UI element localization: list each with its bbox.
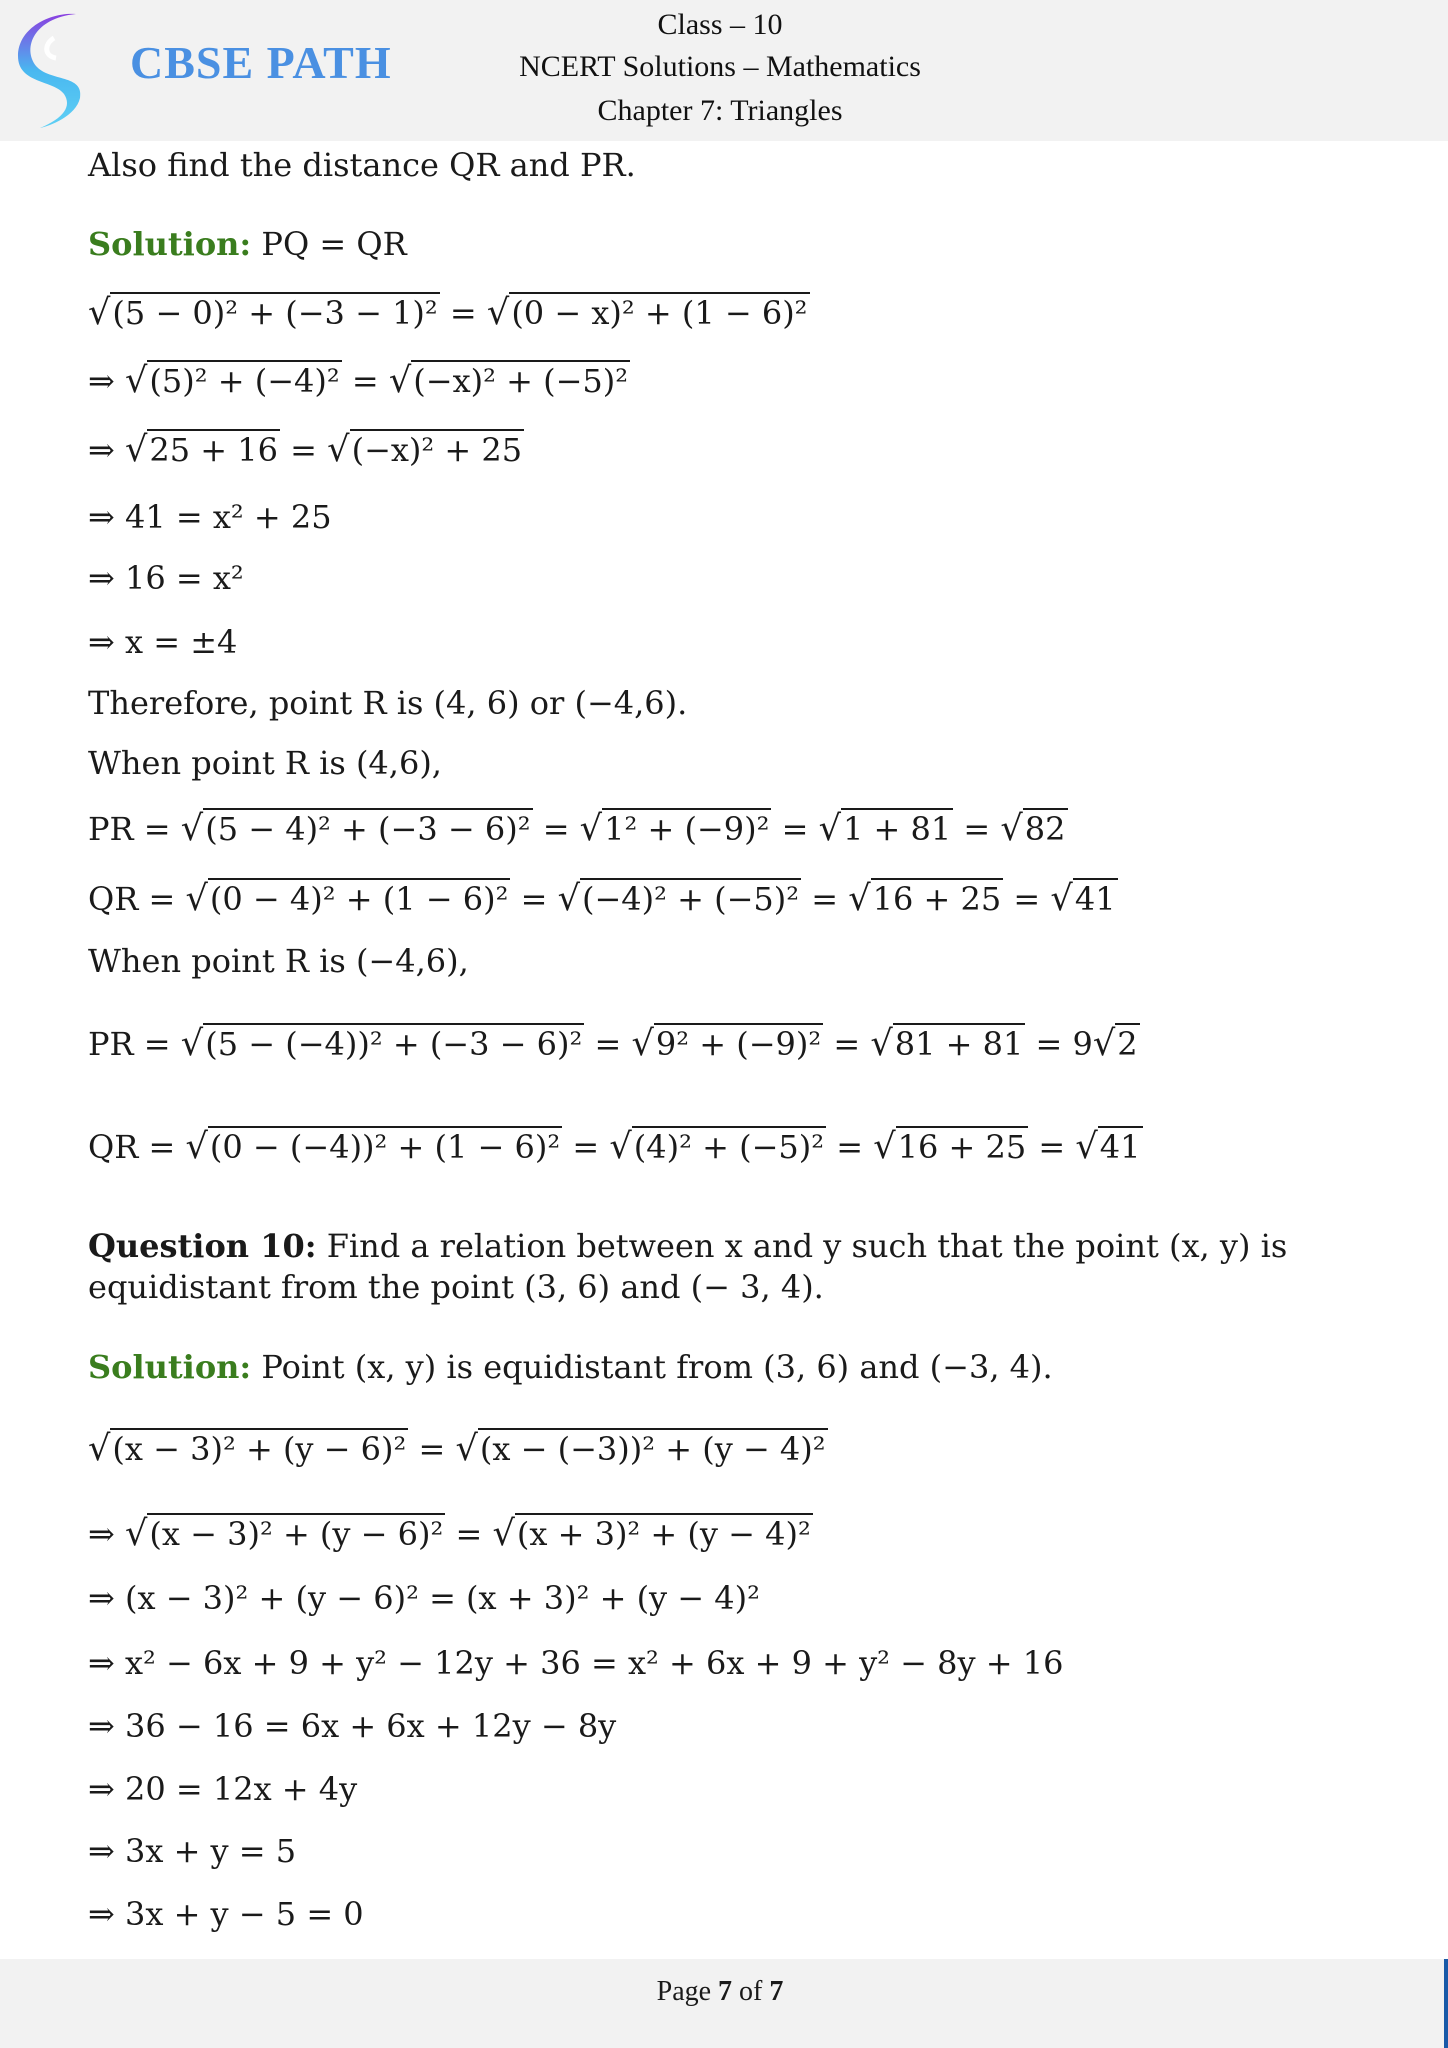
radicand: (4)² + (−5)² — [633, 1128, 825, 1166]
math-text: ⇒ — [88, 431, 125, 469]
math-text: = — [532, 810, 580, 848]
math-text: Also find the distance QR and PR. — [88, 146, 636, 184]
radicand: 16 + 25 — [897, 1128, 1027, 1166]
math-line — [88, 620, 237, 664]
radical-sign-icon: √ — [124, 429, 148, 470]
math-text: = — [953, 810, 1001, 848]
radicand: (5 − (−4))² + (−3 − 6)² — [205, 1025, 583, 1063]
square-root — [1000, 807, 1067, 851]
square-root — [327, 428, 524, 472]
page-header — [0, 0, 1448, 141]
radical-sign-icon: √ — [1050, 878, 1073, 919]
page-of: of — [732, 1976, 770, 2007]
math-text: PQ = QR — [251, 225, 407, 263]
solution-label: Solution: — [88, 1348, 252, 1386]
radicand: (0 − x)² + (1 − 6)² — [511, 294, 808, 332]
math-line — [88, 1125, 1143, 1169]
question-label: Question 10: — [88, 1227, 317, 1265]
radical-sign-icon: √ — [609, 1126, 632, 1167]
math-text: PR = — [88, 1025, 181, 1063]
radicand: (0 − 4)² + (1 − 6)² — [209, 880, 509, 918]
chapter-title: Chapter 7: Triangles — [597, 94, 843, 127]
math-text: = — [408, 1430, 456, 1468]
square-root — [181, 807, 533, 851]
radical-sign-icon: √ — [631, 1023, 654, 1064]
math-text: PR = — [88, 810, 181, 848]
math-text: QR = — [88, 880, 186, 918]
radicand: 1² + (−9)² — [604, 810, 770, 848]
square-root — [819, 807, 954, 851]
radicand: 81 + 81 — [894, 1025, 1024, 1063]
radicand: (−x)² + 25 — [351, 431, 523, 469]
math-line — [88, 807, 1068, 851]
radicand: (x + 3)² + (y − 4)² — [516, 1515, 811, 1553]
radical-sign-icon: √ — [185, 878, 208, 919]
math-line — [88, 681, 687, 725]
radical-sign-icon: √ — [180, 808, 204, 849]
math-text: = — [280, 431, 328, 469]
square-root — [88, 1427, 408, 1471]
radicand: (x − 3)² + (y − 6)² — [149, 1515, 444, 1553]
radicand: 9² + (−9)² — [655, 1025, 822, 1063]
math-text: ⇒ 16 = x² — [88, 559, 244, 597]
square-root — [492, 1512, 812, 1556]
math-line — [88, 1512, 813, 1556]
radical-sign-icon: √ — [388, 360, 412, 401]
question-text — [88, 1226, 1358, 1308]
radical-sign-icon: √ — [455, 1428, 478, 1469]
radicand: (5 − 0)² + (−3 − 1)² — [112, 294, 438, 332]
radicand: 25 + 16 — [149, 431, 278, 469]
math-line — [88, 1022, 1140, 1066]
math-text: = — [801, 880, 849, 918]
radicand: 1 + 81 — [842, 810, 952, 848]
square-root — [455, 1427, 827, 1471]
math-line — [88, 1427, 828, 1471]
math-text: ⇒ 41 = x² + 25 — [88, 498, 332, 536]
square-root — [870, 1022, 1025, 1066]
math-text: = — [562, 1128, 610, 1166]
math-text: = 9 — [1025, 1025, 1093, 1063]
page-number — [657, 1976, 784, 2008]
math-text: = — [584, 1025, 632, 1063]
math-text: Therefore, point R is (4, 6) or (−4,6). — [88, 684, 688, 722]
brand-name: CBSE PATH — [130, 37, 392, 88]
math-text: When point R is (4,6), — [88, 744, 442, 782]
math-line — [88, 1892, 364, 1936]
radicand: (x − 3)² + (y − 6)² — [112, 1430, 407, 1468]
math-text: = — [1028, 1128, 1076, 1166]
radical-sign-icon: √ — [124, 1513, 148, 1554]
square-root — [1050, 877, 1117, 921]
radical-sign-icon: √ — [180, 1023, 204, 1064]
radical-sign-icon: √ — [185, 1126, 208, 1167]
math-text: = — [823, 1025, 871, 1063]
math-line — [88, 877, 1118, 921]
radical-sign-icon: √ — [486, 292, 510, 333]
square-root — [580, 807, 772, 851]
square-root — [185, 1125, 562, 1169]
math-text: ⇒ 3x + y = 5 — [88, 1832, 297, 1870]
radicand: (5)² + (−4)² — [149, 362, 340, 400]
math-text: Find a relation between x and y such that the point (x, y) is equidistant from the point (3, 6) and (− 3, 4). — [88, 1227, 1288, 1306]
radical-sign-icon: √ — [579, 808, 603, 849]
square-root — [181, 1022, 585, 1066]
radicand: 41 — [1074, 880, 1116, 918]
class-title: Class – 10 — [657, 8, 783, 41]
square-root — [609, 1125, 826, 1169]
radical-sign-icon: √ — [557, 878, 580, 919]
math-text: Point (x, y) is equidistant from (3, 6) and (−3, 4). — [251, 1348, 1053, 1386]
radical-sign-icon: √ — [818, 808, 841, 849]
square-root — [487, 291, 810, 335]
radicand: 41 — [1099, 1128, 1141, 1166]
math-text: ⇒ x² − 6x + 9 + y² − 12y + 36 = x² + 6x + 9 + y² − 8y + 16 — [88, 1644, 1064, 1682]
math-text: = — [439, 294, 487, 332]
square-root — [1075, 1125, 1142, 1169]
square-root — [88, 291, 440, 335]
square-root — [1093, 1022, 1140, 1066]
radical-sign-icon: √ — [848, 878, 871, 919]
math-line — [88, 1641, 1063, 1685]
math-line — [88, 1576, 760, 1620]
math-line — [88, 428, 524, 472]
radicand: 2 — [1117, 1025, 1138, 1063]
math-text: QR = — [88, 1128, 186, 1166]
square-root — [125, 428, 280, 472]
subject-title: NCERT Solutions – Mathematics — [519, 50, 921, 83]
page-edge — [1444, 1959, 1448, 2048]
math-text: = — [445, 1515, 493, 1553]
radical-sign-icon: √ — [124, 360, 148, 401]
radical-sign-icon: √ — [873, 1126, 896, 1167]
math-text: = — [826, 1128, 874, 1166]
math-text: ⇒ 36 − 16 = 6x + 6x + 12y − 8y — [88, 1707, 617, 1745]
math-text: = — [771, 810, 819, 848]
math-line — [88, 359, 630, 403]
square-root — [389, 359, 630, 403]
radical-sign-icon: √ — [88, 1428, 111, 1469]
math-line — [88, 939, 469, 983]
square-root — [631, 1022, 823, 1066]
radical-sign-icon: √ — [327, 429, 350, 470]
math-line — [88, 1767, 357, 1811]
square-root — [185, 877, 510, 921]
radicand: (−4)² + (−5)² — [581, 880, 800, 918]
radical-sign-icon: √ — [88, 292, 111, 333]
square-root — [125, 1512, 445, 1556]
math-text: ⇒ — [88, 362, 125, 400]
radicand: (5 − 4)² + (−3 − 6)² — [205, 810, 531, 848]
radicand: 16 + 25 — [872, 880, 1002, 918]
math-line — [88, 1704, 616, 1748]
math-text: = — [1003, 880, 1051, 918]
page-current: 7 — [718, 1976, 733, 2007]
math-line — [88, 222, 407, 266]
math-line — [88, 495, 332, 539]
math-text: ⇒ 3x + y − 5 = 0 — [88, 1895, 364, 1933]
radical-sign-icon: √ — [1000, 808, 1023, 849]
math-line — [88, 1345, 1053, 1389]
math-text: = — [341, 362, 389, 400]
math-line — [88, 741, 442, 785]
cbse-path-logo-icon — [14, 8, 104, 130]
math-text: ⇒ 20 = 12x + 4y — [88, 1770, 358, 1808]
square-root — [848, 877, 1003, 921]
radicand: (−x)² + (−5)² — [413, 362, 629, 400]
radical-sign-icon: √ — [1092, 1023, 1116, 1064]
radicand: (0 − (−4))² + (1 − 6)² — [209, 1128, 561, 1166]
page-prefix: Page — [656, 1976, 719, 2007]
math-line — [88, 556, 244, 600]
math-text: When point R is (−4,6), — [88, 942, 469, 980]
solution-label: Solution: — [88, 225, 252, 263]
math-line — [88, 143, 636, 187]
math-text: ⇒ — [88, 1515, 125, 1553]
math-text: = — [510, 880, 558, 918]
radical-sign-icon: √ — [870, 1023, 893, 1064]
radical-sign-icon: √ — [1075, 1126, 1098, 1167]
radicand: 82 — [1024, 810, 1066, 848]
page-total: 7 — [769, 1976, 784, 2007]
square-root — [125, 359, 342, 403]
radical-sign-icon: √ — [492, 1513, 515, 1554]
math-line — [88, 291, 810, 335]
math-line — [88, 1829, 296, 1873]
math-text: ⇒ x = ±4 — [88, 623, 238, 661]
radicand: (x − (−3))² + (y − 4)² — [479, 1430, 826, 1468]
square-root — [558, 877, 802, 921]
square-root — [873, 1125, 1028, 1169]
math-text: ⇒ (x − 3)² + (y − 6)² = (x + 3)² + (y − 4)² — [88, 1579, 760, 1617]
